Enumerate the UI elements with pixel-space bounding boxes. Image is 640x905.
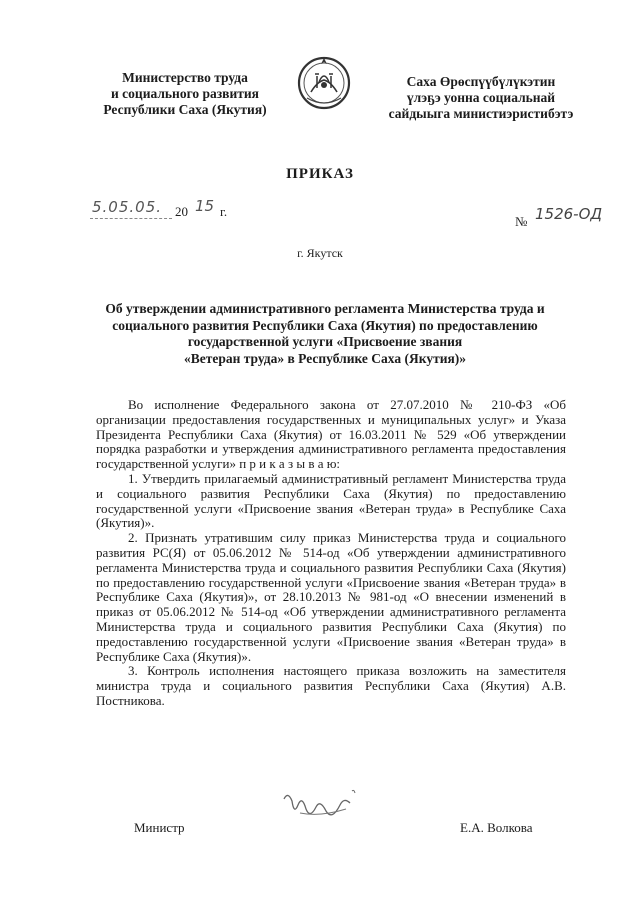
subject-line: «Ветеран труда» в Республике Саха (Якутия)» <box>183 350 467 366</box>
order-item: 1. Утвердить прилагаемый административный регламент Министерства труда и социального развития Республики Саха (Якутия) по предоставлению государственной услуги «Присвоение звания «Ветеран труда» в Республике Саха (Якутия)». <box>96 470 566 531</box>
handwritten-signature-icon <box>280 785 360 835</box>
subject-line: государственной услуги «Присвоение звания <box>187 334 463 349</box>
ministry-line: Республики Саха (Якутия) <box>103 102 267 117</box>
ministry-line: Саха Өрөспүүбүлүкэтин <box>406 74 556 89</box>
date-underline <box>90 218 172 219</box>
ministry-line: үлэҕэ уонна социальнай <box>406 90 556 105</box>
ministry-line: и социального развития <box>111 86 259 101</box>
intro-paragraph: Во исполнение Федерального закона от 27.07.2010 № 210-ФЗ «Об организации предоставления государственных и муниципальных услуг» и Указа Президента Республики Саха (Якутия) от 16.03.2011 № 529 «Об утверждении порядка разработки и утверждения административного регламента предоставления государственной услуги» п р и к а з ы в а ю: <box>96 397 566 472</box>
date-year-prefix: 20 <box>175 204 188 219</box>
subject-line: социального развития Республики Саха (Якутия) по предоставлению <box>112 317 538 333</box>
ministry-name-russian <box>80 70 290 118</box>
handwritten-date: 5.05.05. <box>92 198 163 216</box>
order-number-sign: № <box>515 214 528 229</box>
order-item: 2. Признать утратившим силу приказ Министерства труда и социального развития РС(Я) от 05.06.2012 № 514-од «Об утверждении административного регламента Министерства труда и социального развития Республики Саха (Якутия) по предоставлению государственной услуги «Присвоение звания «Ветеран труда» в Республике Саха (Якутия)», от 28.10.2013 № 981-од «О внесении изменений в приказ от 05.06.2012 № 514-од «Об утверждении административного регламента Министерства труда и социального развития Республики Саха (Якутия) по предоставлению государственной услуги «Присвоение звания «Ветеран труда» в Республике Саха (Якутия)». <box>96 530 566 664</box>
document-title: ПРИКАЗ <box>286 166 354 182</box>
ministry-line: Министерство труда <box>122 70 248 85</box>
date-suffix: г. <box>220 204 228 219</box>
order-item: 3. Контроль исполнения настоящего приказа возложить на заместителя министра труда и социального развития Республики Саха (Якутия) А.В. Постникова. <box>96 663 566 708</box>
handwritten-year: 15 <box>195 197 215 215</box>
ministry-line: сайдыыга министиэристибэтэ <box>388 106 574 121</box>
order-body <box>96 398 566 709</box>
signatory-name: Е.А. Волкова <box>460 820 533 835</box>
coat-of-arms-emblem-icon <box>297 52 351 114</box>
city-label: г. Якутск <box>297 246 343 260</box>
signatory-position: Министр <box>134 820 185 835</box>
order-subject <box>90 301 560 367</box>
ministry-name-sakha <box>376 74 586 122</box>
handwritten-order-number: 1526-ОД <box>535 205 603 223</box>
subject-line: Об утверждении административного регламента Министерства труда и <box>105 301 545 316</box>
